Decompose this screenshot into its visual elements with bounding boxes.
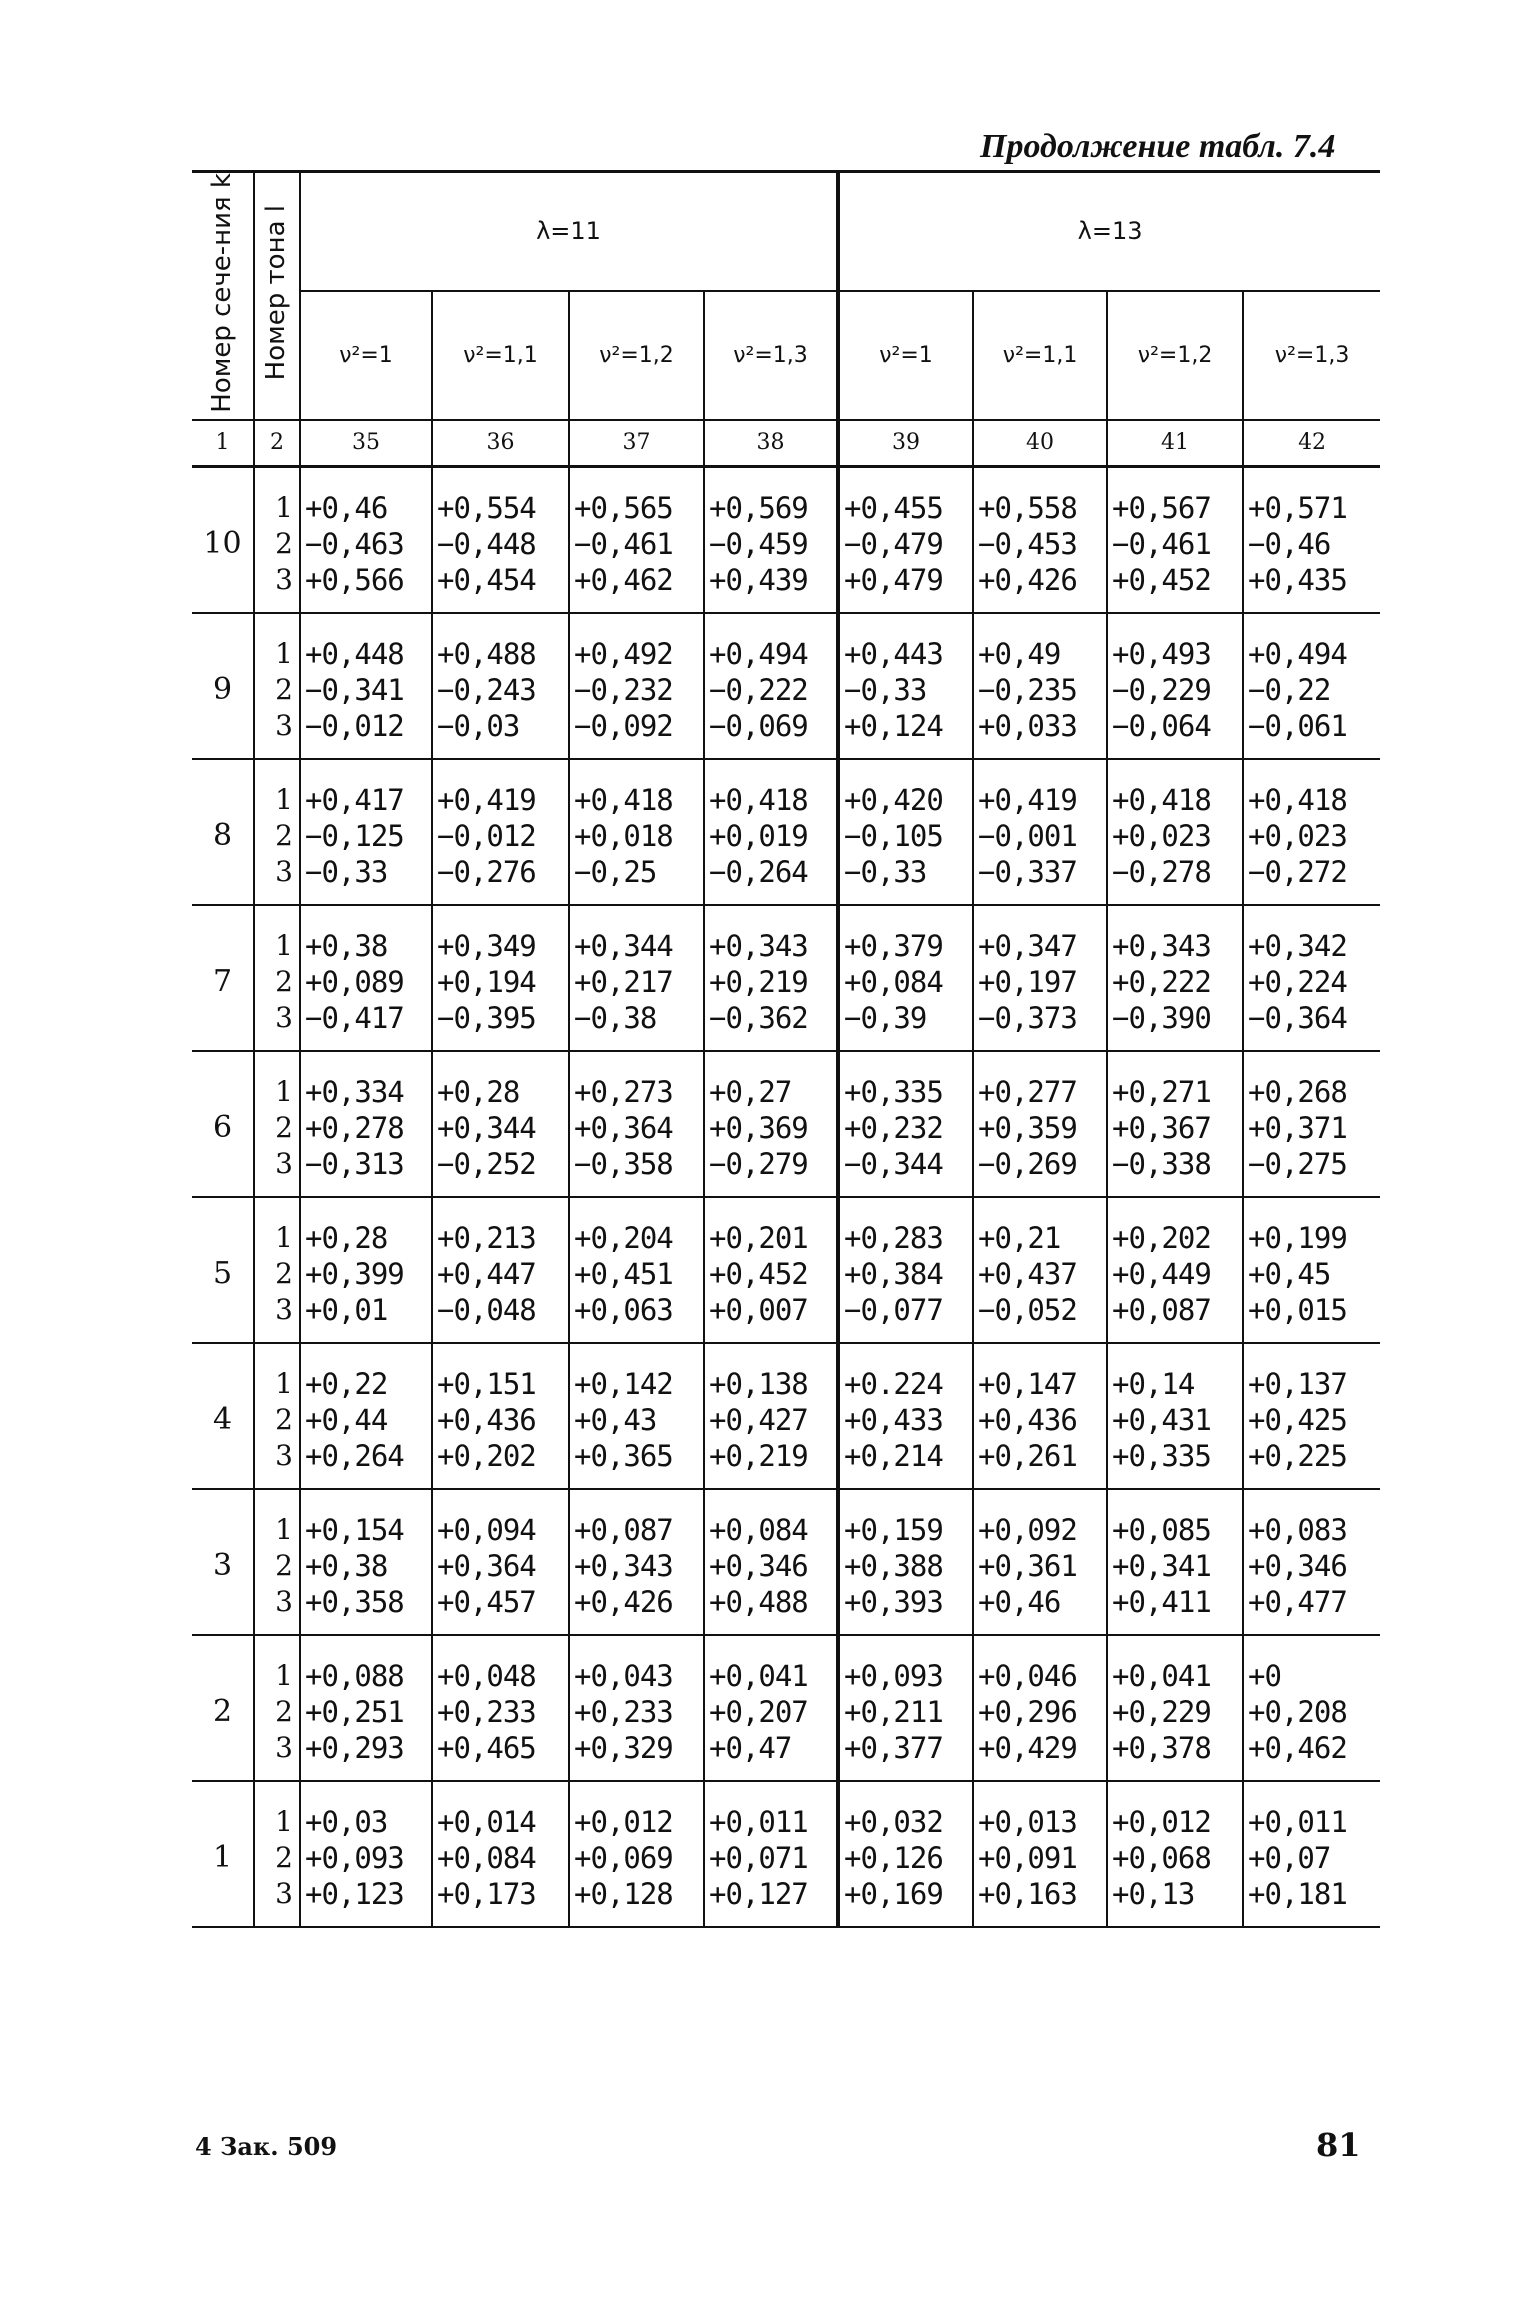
value-cell: +0,342 +0,224 −0,364 [1243, 905, 1380, 1051]
value-cell: +0,335 +0,232 −0,344 [838, 1051, 973, 1197]
value-cell: +0,137 +0,425 +0,225 [1243, 1343, 1380, 1489]
table-row [192, 1489, 1380, 1635]
value-cell: +0,554 −0,448 +0,454 [432, 466, 569, 613]
value-cell: +0,087 +0,343 +0,426 [569, 1489, 704, 1635]
page-number: 81 [1316, 2126, 1361, 2164]
value-cell: +0,213 +0,447 −0,048 [432, 1197, 569, 1343]
table-row [192, 1343, 1380, 1489]
value-cell: +0,011 +0,07 +0,181 [1243, 1781, 1380, 1927]
value-cell: +0,558 −0,453 +0,426 [973, 466, 1107, 613]
tone-numbers: 1 2 3 [254, 1197, 300, 1343]
table-row [192, 905, 1380, 1051]
data-table [192, 170, 1380, 1928]
section-number: 2 [192, 1635, 254, 1781]
value-cell: +0,154 +0,38 +0,358 [300, 1489, 432, 1635]
value-cell: +0,084 +0,346 +0,488 [704, 1489, 838, 1635]
value-cell: +0,417 −0,125 −0,33 [300, 759, 432, 905]
value-cell: +0,349 +0,194 −0,395 [432, 905, 569, 1051]
tone-numbers: 1 2 3 [254, 1489, 300, 1635]
value-cell: +0,271 +0,367 −0,338 [1107, 1051, 1243, 1197]
tone-numbers: 1 2 3 [254, 1781, 300, 1927]
section-number: 10 [192, 466, 254, 613]
column-number: 41 [1107, 420, 1243, 467]
tone-numbers: 1 2 3 [254, 1051, 300, 1197]
value-cell: +0,085 +0,341 +0,411 [1107, 1489, 1243, 1635]
value-cell: +0,492 −0,232 −0,092 [569, 613, 704, 759]
tone-numbers: 1 2 3 [254, 905, 300, 1051]
value-cell: +0,571 −0,46 +0,435 [1243, 466, 1380, 613]
tone-numbers: 1 2 3 [254, 759, 300, 905]
nu-header: ν²=1 [300, 291, 432, 420]
lambda-13-header: λ=13 [838, 172, 1380, 291]
value-cell: +0,569 −0,459 +0,439 [704, 466, 838, 613]
value-cell: +0,334 +0,278 −0,313 [300, 1051, 432, 1197]
column-number: 38 [704, 420, 838, 467]
value-cell: +0,268 +0,371 −0,275 [1243, 1051, 1380, 1197]
value-cell: +0,273 +0,364 −0,358 [569, 1051, 704, 1197]
tone-header: Номер тона l [254, 172, 300, 420]
section-number: 5 [192, 1197, 254, 1343]
nu-header: ν²=1,3 [704, 291, 838, 420]
nu-header: ν²=1,1 [973, 291, 1107, 420]
value-cell: +0,455 −0,479 +0,479 [838, 466, 973, 613]
table-caption: Продолжение табл. 7.4 [980, 128, 1336, 165]
tone-numbers: 1 2 3 [254, 1635, 300, 1781]
section-number: 7 [192, 905, 254, 1051]
table-row [192, 759, 1380, 905]
section-number: 9 [192, 613, 254, 759]
nu-header: ν²=1 [838, 291, 973, 420]
section-number: 1 [192, 1781, 254, 1927]
value-cell: +0,046 +0,296 +0,429 [973, 1635, 1107, 1781]
value-cell: +0,27 +0,369 −0,279 [704, 1051, 838, 1197]
column-number: 2 [254, 420, 300, 467]
table-row [192, 466, 1380, 613]
value-cell: +0,048 +0,233 +0,465 [432, 1635, 569, 1781]
value-cell: +0,159 +0,388 +0,393 [838, 1489, 973, 1635]
nu-header: ν²=1,1 [432, 291, 569, 420]
value-cell: +0,199 +0,45 +0,015 [1243, 1197, 1380, 1343]
value-cell: +0,201 +0,452 +0,007 [704, 1197, 838, 1343]
table-row [192, 1781, 1380, 1927]
value-cell: +0,094 +0,364 +0,457 [432, 1489, 569, 1635]
value-cell: +0,418 +0,018 −0,25 [569, 759, 704, 905]
section-number: 6 [192, 1051, 254, 1197]
value-cell: +0,032 +0,126 +0,169 [838, 1781, 973, 1927]
value-cell: +0,418 +0,023 −0,272 [1243, 759, 1380, 905]
value-cell: +0,012 +0,068 +0,13 [1107, 1781, 1243, 1927]
value-cell: +0,379 +0,084 −0,39 [838, 905, 973, 1051]
value-cell: +0,093 +0,211 +0,377 [838, 1635, 973, 1781]
value-cell: +0.224 +0,433 +0,214 [838, 1343, 973, 1489]
section-number: 4 [192, 1343, 254, 1489]
column-number: 40 [973, 420, 1107, 467]
tone-numbers: 1 2 3 [254, 613, 300, 759]
value-cell: +0,28 +0,399 +0,01 [300, 1197, 432, 1343]
value-cell: +0,014 +0,084 +0,173 [432, 1781, 569, 1927]
value-cell: +0 +0,208 +0,462 [1243, 1635, 1380, 1781]
column-number: 42 [1243, 420, 1380, 467]
table-row [192, 613, 1380, 759]
nu-header: ν²=1,2 [1107, 291, 1243, 420]
footer-order-number: 4 Зак. 509 [195, 2132, 338, 2161]
value-cell: +0,083 +0,346 +0,477 [1243, 1489, 1380, 1635]
tone-numbers: 1 2 3 [254, 1343, 300, 1489]
column-number: 36 [432, 420, 569, 467]
value-cell: +0,092 +0,361 +0,46 [973, 1489, 1107, 1635]
column-number: 37 [569, 420, 704, 467]
value-cell: +0,493 −0,229 −0,064 [1107, 613, 1243, 759]
value-cell: +0,202 +0,449 +0,087 [1107, 1197, 1243, 1343]
value-cell: +0,347 +0,197 −0,373 [973, 905, 1107, 1051]
column-number: 39 [838, 420, 973, 467]
value-cell: +0,420 −0,105 −0,33 [838, 759, 973, 905]
value-cell: +0,21 +0,437 −0,052 [973, 1197, 1107, 1343]
value-cell: +0,283 +0,384 −0,077 [838, 1197, 973, 1343]
column-number: 1 [215, 430, 230, 456]
value-cell: +0,204 +0,451 +0,063 [569, 1197, 704, 1343]
value-cell: +0,041 +0,229 +0,378 [1107, 1635, 1243, 1781]
value-cell: +0,565 −0,461 +0,462 [569, 466, 704, 613]
value-cell: +0,013 +0,091 +0,163 [973, 1781, 1107, 1927]
nu-header: ν²=1,3 [1243, 291, 1380, 420]
value-cell: +0,151 +0,436 +0,202 [432, 1343, 569, 1489]
table-row [192, 1051, 1380, 1197]
value-cell: +0,49 −0,235 +0,033 [973, 613, 1107, 759]
value-cell: +0,277 +0,359 −0,269 [973, 1051, 1107, 1197]
value-cell: +0,443 −0,33 +0,124 [838, 613, 973, 759]
value-cell: +0,46 −0,463 +0,566 [300, 466, 432, 613]
value-cell: +0,419 −0,001 −0,337 [973, 759, 1107, 905]
table-row [192, 1197, 1380, 1343]
value-cell: +0,28 +0,344 −0,252 [432, 1051, 569, 1197]
value-cell: +0,494 −0,222 −0,069 [704, 613, 838, 759]
value-cell: +0,418 +0,019 −0,264 [704, 759, 838, 905]
value-cell: +0,343 +0,219 −0,362 [704, 905, 838, 1051]
value-cell: +0,011 +0,071 +0,127 [704, 1781, 838, 1927]
table-row [192, 1635, 1380, 1781]
lambda-11-header: λ=11 [300, 172, 838, 291]
value-cell: +0,448 −0,341 −0,012 [300, 613, 432, 759]
value-cell: +0,344 +0,217 −0,38 [569, 905, 704, 1051]
value-cell: +0,418 +0,023 −0,278 [1107, 759, 1243, 905]
value-cell: +0,22 +0,44 +0,264 [300, 1343, 432, 1489]
value-cell: +0,043 +0,233 +0,329 [569, 1635, 704, 1781]
value-cell: +0,343 +0,222 −0,390 [1107, 905, 1243, 1051]
nu-header: ν²=1,2 [569, 291, 704, 420]
value-cell: +0,567 −0,461 +0,452 [1107, 466, 1243, 613]
value-cell: +0,03 +0,093 +0,123 [300, 1781, 432, 1927]
value-cell: +0,14 +0,431 +0,335 [1107, 1343, 1243, 1489]
section-number: 8 [192, 759, 254, 905]
value-cell: +0,147 +0,436 +0,261 [973, 1343, 1107, 1489]
column-number: 35 [300, 420, 432, 467]
value-cell: +0,012 +0,069 +0,128 [569, 1781, 704, 1927]
value-cell: +0,38 +0,089 −0,417 [300, 905, 432, 1051]
value-cell: +0,488 −0,243 −0,03 [432, 613, 569, 759]
value-cell: +0,041 +0,207 +0,47 [704, 1635, 838, 1781]
value-cell: +0,419 −0,012 −0,276 [432, 759, 569, 905]
tone-numbers: 1 2 3 [254, 466, 300, 613]
value-cell: +0,494 −0,22 −0,061 [1243, 613, 1380, 759]
section-header: Номер сече-ния k [192, 172, 254, 420]
section-number: 3 [192, 1489, 254, 1635]
value-cell: +0,138 +0,427 +0,219 [704, 1343, 838, 1489]
value-cell: +0,142 +0,43 +0,365 [569, 1343, 704, 1489]
value-cell: +0,088 +0,251 +0,293 [300, 1635, 432, 1781]
